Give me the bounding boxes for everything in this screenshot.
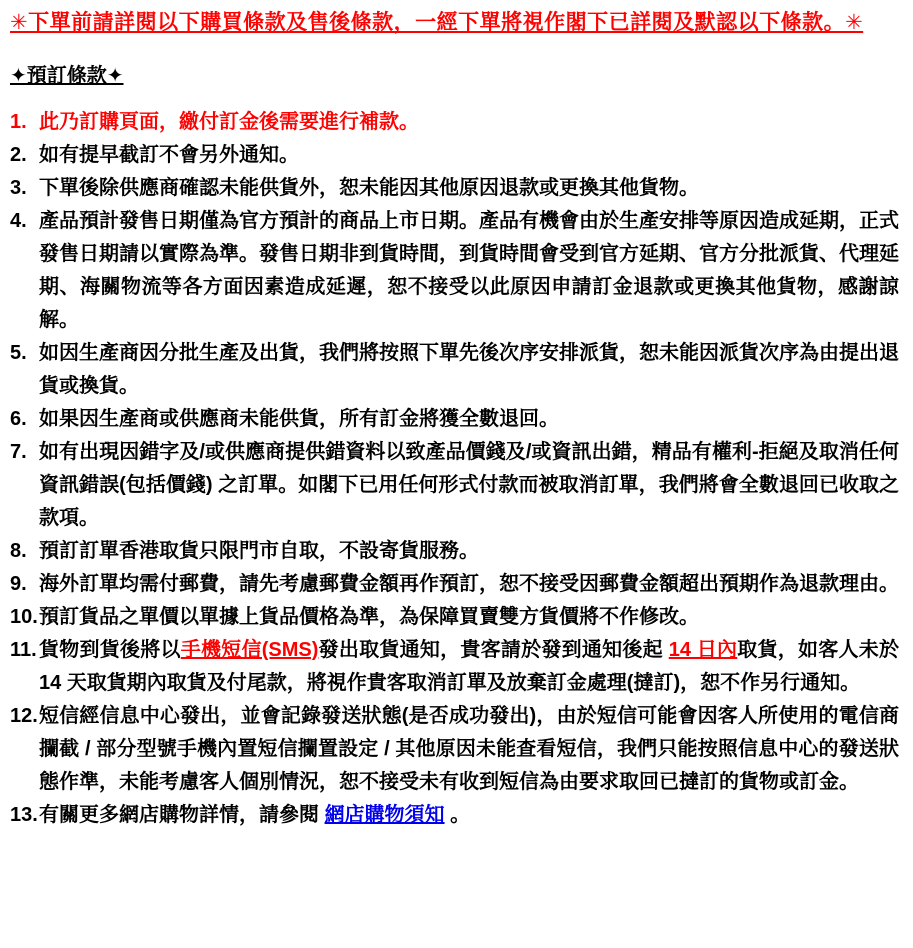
term-text: 如果因生產商或供應商未能供貨，所有訂金將獲全數退回。 xyxy=(39,408,559,430)
term-number: 3. xyxy=(10,177,27,199)
term-number: 5. xyxy=(10,342,27,364)
term-text: 如有出現因錯字及/或供應商提供錯資料以致產品價錢及/或資訊出錯，精品有權利-拒絕及取消任何資訊錯誤(包括價錢) 之訂單。如閣下已用任何形式付款而被取消訂單，我們將會全數退回已收取之款項。 xyxy=(39,441,899,529)
term-item xyxy=(10,106,899,139)
term-text: 如有提早截訂不會另外通知。 xyxy=(39,144,299,166)
term-text: 預訂貨品之單價以單據上貨品價格為準，為保障買賣雙方貨價將不作修改。 xyxy=(39,606,699,628)
term-number: 4. xyxy=(10,210,27,232)
term-item xyxy=(10,172,899,205)
term-text: 下單後除供應商確認未能供貨外，恕未能因其他原因退款或更換其他貨物。 xyxy=(39,177,699,199)
term-text: 手機短信(SMS) xyxy=(180,639,319,661)
purchase-terms-header-notice: ✳下單前請詳閱以下購買條款及售後條款，一經下單將視作閣下已詳閱及默認以下條款。✳ xyxy=(10,11,864,34)
term-number: 8. xyxy=(10,540,27,562)
preorder-terms-section-title: ✦預訂條款✦ xyxy=(10,65,124,87)
term-text: 。 xyxy=(444,804,471,826)
term-number: 12. xyxy=(10,705,38,727)
shop-notice-link[interactable]: 網店購物須知 xyxy=(324,804,445,826)
term-text: 如因生產商因分批生產及出貨，我們將按照下單先後次序安排派貨，恕未能因派貨次序為由提出退貨或換貨。 xyxy=(39,342,899,397)
term-text: 此乃訂購頁面，繳付訂金後需要進行補款。 xyxy=(39,111,419,133)
terms-list xyxy=(10,106,899,832)
term-item xyxy=(10,700,899,799)
term-text: 有關更多網店購物詳情，請參閱 xyxy=(39,804,325,826)
term-item xyxy=(10,568,899,601)
term-text: 14 日內 xyxy=(668,639,738,661)
term-text: 海外訂單均需付郵費，請先考慮郵費金額再作預訂，恕不接受因郵費金額超出預期作為退款理由。 xyxy=(39,573,899,595)
term-number: 6. xyxy=(10,408,27,430)
term-item xyxy=(10,634,899,700)
term-text: 發出取貨通知，貴客請於發到通知後起 xyxy=(318,639,669,661)
term-text: 產品預計發售日期僅為官方預計的商品上市日期。產品有機會由於生產安排等原因造成延期，正式發售日期請以實際為準。發售日期非到貨時間，到貨時間會受到官方延期、官方分批派貨、代理延期、海關物流等各方面因素造成延遲，恕不接受以此原因申請訂金退款或更換其他貨物，感謝諒解。 xyxy=(39,210,899,331)
term-item xyxy=(10,139,899,172)
term-item xyxy=(10,799,899,832)
term-item xyxy=(10,601,899,634)
term-number: 1. xyxy=(10,111,27,133)
term-number: 10. xyxy=(10,606,38,628)
term-item xyxy=(10,535,899,568)
term-text: 預訂訂單香港取貨只限門市自取，不設寄貨服務。 xyxy=(39,540,479,562)
term-number: 9. xyxy=(10,573,27,595)
term-item xyxy=(10,403,899,436)
term-text: 取貨，如客人未於 14 天取貨期內取貨及付尾款，將視作貴客取消訂單及放棄訂金處理(撻訂)，恕不作另行通知。 xyxy=(39,639,900,694)
term-number: 7. xyxy=(10,441,27,463)
term-text: 貨物到貨後將以 xyxy=(39,639,181,661)
term-number: 11. xyxy=(10,639,37,661)
term-item xyxy=(10,205,899,337)
term-item xyxy=(10,337,899,403)
term-text: 短信經信息中心發出，並會記錄發送狀態(是否成功發出)，由於短信可能會因客人所使用的電信商攔截 / 部分型號手機內置短信攔置設定 / 其他原因未能查看短信，我們只能按照信息中心的發送狀態作準，未能考慮客人個別情況，恕不接受未有收到短信為由要求取回已撻訂的貨物或訂金。 xyxy=(39,705,899,793)
term-item xyxy=(10,436,899,535)
term-number: 13. xyxy=(10,804,38,826)
term-number: 2. xyxy=(10,144,27,166)
